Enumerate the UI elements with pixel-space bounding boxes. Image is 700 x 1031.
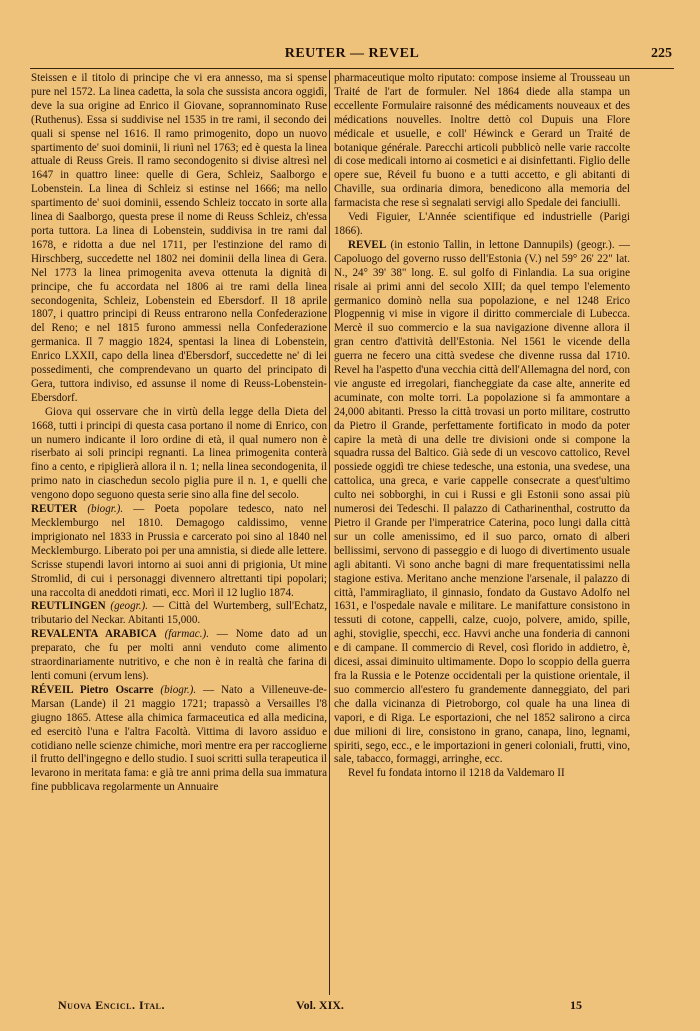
category-reuter: (biogr.). [87, 503, 124, 516]
headword-revel: REVEL [348, 238, 387, 251]
revel-history-paragraph: Revel fu fondata intorno il 1218 da Valdemaro II [348, 767, 565, 780]
page-number: 225 [651, 46, 672, 61]
footer-volume: Vol. XIX. [296, 998, 344, 1012]
left-column [31, 72, 327, 795]
page-footer [58, 998, 618, 1014]
entry-revalenta [31, 628, 327, 684]
category-reutlingen: (geogr.). [110, 600, 148, 613]
category-reveil: (biogr.). [160, 683, 197, 696]
text-revel: (in estonio Tallin, in lettone Dannupils) (geogr.). — Capoluogo del governo russo dell'Estonia (V.) nel 59° 26' 22" lat. N., 24° 39' 38" long. E. sul golfo di Finlandia. La sua origine risale ai primi anni del secolo XIII; da quel tempo l'elemento germanico dominò nella sua popolazione, e nel 1248 Erico Plogpennig vi mise in vigore il diritto commerciale di Lubecca. Mercè il suo commercio e la sua navigazione divenne allora il gran centro d'attività dell'Estonia. Nel 1561 le vicende della guerra ne fecero una città svedese che divenne russa dal 1710. Revel ha l'aspetto d'una vecchia città dell'Allemagna del nord, con vie anguste ed irregolari, fiancheggiate da case alte, annerite ed acuminate, con molte torri. La popolazione si fa ammontare a 24,000 abitanti. Presso la città trovasi un porto militare, costrutto da Pietro il Grande, perfettamente fortificato in modo da poter capire la metà di una delle tre divisioni onde si compone la squadra russa del Baltico. Già sede di un vescovo cattolico, Revel possiede oggidì tre chiese tedesche, una estonia, una svedese, una cattolica, una greca, e varie cappelle consecrate a quest'ultimo culto nei sobborghi, in cui i Russi e gli Estonii sono assai più numerosi dei Tedeschi. Il palazzo di Catharinenthal, costrutto da Pietro il Grande per l'imperatrice Caterina, poco lungi dalla città sur un colle amenissimo, ed il suo parco, ornato di alberi bellissimi, servono di passeggio e di luogo di divertimento usuale agli abitanti. Vi sono anche bagni di mare frequentatissimi nella stagione estiva. Meritano anche menzione l'arsenale, il palazzo di città, l'ammiragliato, il ginnasio, fondato da Gustavo Adolfo nel 1631, e l'ospedale navale e militare. Le manifatture consistono in tessuti di cotone, cappelli, calze, cuojo, polvere, amido, spille, aghi, stoviglie, specchi, ecc. Havvi anche una fonderia di cannoni e di campane. Il commercio di Revel, così florido in addietro, è, dicesi, assai diminuito ultimamente. Dopo lo scoppio della guerra fra la Russia e le Potenze occidentali per la quistione orientale, il suo commercio all'estero fu grandemente danneggiato, del pari che dalla vicinanza di Pietroborgo, col quale ha una linea di vapori, e di Riga. Le esportazioni, che nel 1852 salirono a circa due milioni di lire, consistono in grano, canapa, lino, legnami, spiriti, sego, ecc., e le importazioni in generi coloniali, frutti, vino, sale, tabacco, formaggi, arringhe, ecc. [334, 238, 630, 766]
footer-publication: Nuova Encicl. Ital. [58, 998, 165, 1012]
reveil-reference-paragraph: Vedi Figuier, L'Année scientifique ed industrielle (Parigi 1866). [334, 211, 630, 237]
reuss-note-paragraph: Giova qui osservare che in virtù della legge della Dieta del 1668, tutti i principi di questa casa portano il nome di Enrico, con un numero indicante il loro ordine di età, il qual numero non è riserbato ai soli principi regnanti. La linea primogenita conterà fino a cento, e ripiglierà allora il n. 1; nella linea secondogenita, il primo nato in ciaschedun secolo piglia pure il n. 1, e quelli che vengono dopo seguono questa serie sino alla fine del secolo. [31, 405, 327, 502]
headword-reuter: REUTER [31, 503, 78, 516]
category-revalenta: (farmac.). [164, 628, 209, 641]
entry-reveil [31, 684, 327, 795]
footer-signature: 15 [570, 998, 582, 1012]
text-reutlingen: — Città del Wurtemberg, sull'Echatz, tributario del Neckar. Abitanti 15,000. [31, 600, 327, 627]
text-reveil: — Nato a Villeneuve-de-Marsan (Lande) il 21 maggio 1721; trapassò a Versailles l'8 giugno 1865. Attese alla chimica farmaceutica ed alla medicina, ed esercitò l'una e l'altra Facoltà. Vittima di lavoro assiduo e cotidiano nelle scienze chimiche, morì mentre era per raccoglierne il frutto dell'ingegno e dello studio. I suoi scritti sulla terapeutica il levarono in meritata fama: e già tre anni prima della sua immatura fine pubblicava regolarmente un Annuaire [31, 683, 327, 794]
headword-reveil: RÉVEIL Pietro Oscarre [31, 683, 154, 696]
reuss-continuation-paragraph: Steissen e il titolo di principe che vi era annesso, ma si spense pure nel 1572. La linea cadetta, la sola che sussista ancora oggidì, deve la sua origine ad Enrico il Giovane, soprannominato Ruse (Ruthenus). Essa si suddivise nel 1535 in tre rami, il secondo dei quali si spense nel 1616. Il ramo primogenito, dopo un nuovo spartimento de' suoi dominii, li riunì nel 1763; ed è questa la linea attuale di Reuss Greis. Il ramo secondogenito si divise altresì nel 1647 in quattro linee: quelle di Gera, Schleiz, Saalborgo e Lobenstein. La linea di Schleiz si estinse nel 1666; ma nello spartimento de' suoi dominii, essendo Schleiz toccato in sorte alla linea di Saalborgo, questa prese il nome di Reuss Schleiz, ch'essa porta tuttora. La linea di Lobenstein, suddivisa in tre rami dal 1678, e ridotta a due nel 1711, per l'estinzione del ramo di Hirschberg, succedette nel 1802 nei dominii della linea di Gera. Nel 1773 la linea primogenita aveva ottenuta la dignità di principe, che fu accordata nel 1806 ai tre rami della linea secondogenita, Schleiz, Lobenstein ed Ebersdorf. Il 18 aprile 1807, i quattro principi di Reuss entrarono nella Confederazione del Reno; e nel 1815 furono ammessi nella Confederazione germanica. Il 7 maggio 1824, spentasi la linea di Lobenstein, Enrico LXXII, capo della linea d'Ebersdorf, succedette ne' di lei possedimenti, che comprendevano un quarto del principato di Gera, tuttora indiviso, ed assunse il nome di Reuss-Lobenstein-Ebersdorf. [31, 72, 327, 404]
text-revalenta: — Nome dato ad un preparato, che fu per molti anni venduto come alimento straordinariamente nutritivo, e che non è in realtà che farina di lenti comuni (ervum lens). [31, 628, 327, 682]
headword-reutlingen: REUTLINGEN [31, 600, 106, 613]
running-header [32, 46, 672, 70]
entry-reutlingen [31, 600, 327, 628]
running-title: REUTER — REVEL [284, 46, 420, 61]
text-reuter: — Poeta popolare tedesco, nato nel Mecklemburgo nel 1810. Demagogo caldissimo, venne imprigionato nel 1833 in Prussia e carcerato poi sino al 1840 nel Mecklemburgo. Liberato poi per una amnistia, si diede alle lettere. Scrisse stupendi lavori intorno ai suoi anni di prigionia, Ut mine Stromlid, di cui i personaggi divennero altrettanti tipi popolari; una raccolta di aneddoti rimati, ecc. Morì il 12 luglio 1874. [31, 503, 327, 599]
column-divider [329, 70, 330, 995]
entry-reuter [31, 503, 327, 600]
headword-revalenta: REVALENTA ARABICA [31, 628, 157, 641]
header-rule [30, 68, 674, 69]
reveil-continuation-paragraph: pharmaceutique molto riputato: compose insieme al Trousseau un Traité de l'art de formuler. Nel 1864 diede alla stampa un eccellente Formulaire raisonné des médicaments nouveaux et des médications nouvelles. Inoltre dettò col Dupuis una Flore médicale et usuelle, e coll' Héwinck e Gerard un Traité de botanique générale. Parecchi articoli pubblicò nelle varie raccolte di cose medicali intorno ai cosmetici e ai disinfettanti. Figlio delle opere sue, Réveil fu buono e a tutti accetto, e gli abitanti di Chaville, sua ordinaria dimora, benedicono alla memoria del farmacista che rese sì segnalati servigi allo Spedale dei fanciulli. [334, 72, 630, 210]
right-column [334, 72, 630, 781]
entry-revel [334, 239, 630, 767]
